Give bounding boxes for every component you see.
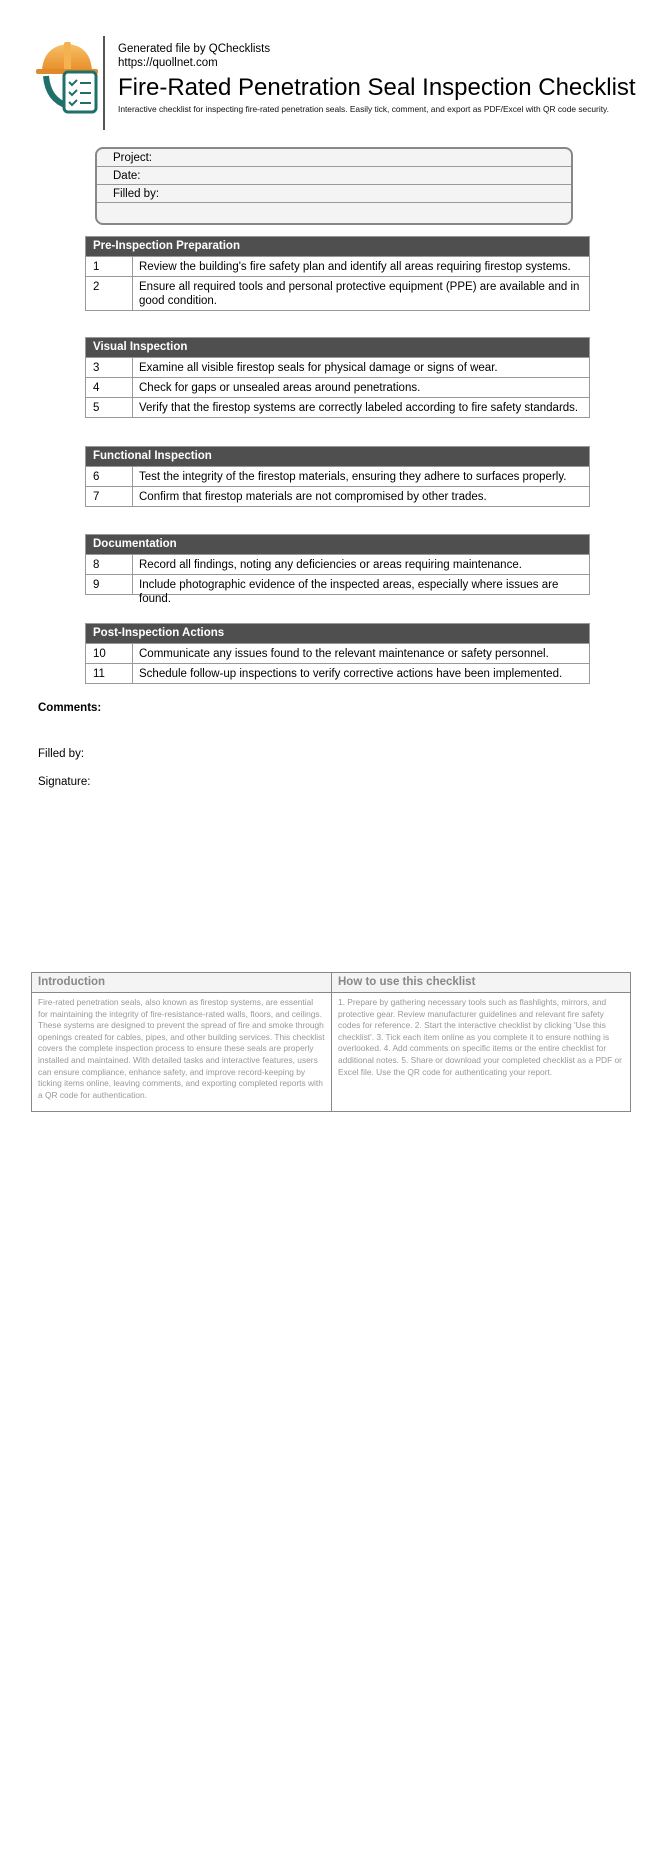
- item-number: 6: [86, 467, 133, 486]
- item-text: Examine all visible firestop seals for physical damage or signs of wear.: [139, 362, 498, 374]
- filled-by-field[interactable]: Filled by:: [97, 185, 571, 203]
- section-heading: Documentation: [86, 535, 589, 554]
- item-number: 5: [86, 398, 133, 417]
- header: [34, 36, 634, 130]
- item-text: Review the building's fire safety plan and identify all areas requiring firestop systems.: [139, 261, 571, 273]
- section-functional-inspection: [85, 446, 590, 507]
- item-text: Confirm that firestop materials are not compromised by other trades.: [139, 491, 487, 503]
- item-text: Record all findings, noting any deficiencies or areas requiring maintenance.: [139, 559, 522, 571]
- filled-by-label: Filled by:: [38, 748, 85, 760]
- header-divider: [103, 36, 105, 130]
- project-field[interactable]: Project:: [97, 149, 571, 167]
- checklist-row[interactable]: [86, 486, 589, 506]
- page-description: Interactive checklist for inspecting fire-rated penetration seals. Easily tick, comment, and export as PDF/Excel with QR code security.: [118, 104, 609, 114]
- item-number: 7: [86, 487, 133, 506]
- introduction-column: [32, 973, 331, 1111]
- how-to-heading: How to use this checklist: [332, 973, 630, 993]
- item-number: 8: [86, 555, 133, 574]
- checklist-row[interactable]: [86, 357, 589, 377]
- item-text: Ensure all required tools and personal protective equipment (PPE) are available and in good condition.: [139, 281, 580, 307]
- info-table: [31, 972, 631, 1112]
- item-text: Verify that the firestop systems are correctly labeled according to fire safety standards.: [139, 402, 579, 414]
- item-text: Test the integrity of the firestop materials, ensuring they adhere to surfaces properly.: [139, 471, 567, 483]
- item-text: Check for gaps or unsealed areas around penetrations.: [139, 382, 421, 394]
- item-number: 9: [86, 575, 133, 594]
- blank-field[interactable]: [97, 203, 571, 221]
- source-url[interactable]: https://quollnet.com: [118, 57, 218, 69]
- introduction-heading: Introduction: [32, 973, 331, 993]
- item-number: 4: [86, 378, 133, 397]
- item-number: 1: [86, 257, 133, 276]
- checklist-row[interactable]: [86, 276, 589, 310]
- item-text: Communicate any issues found to the relevant maintenance or safety personnel.: [139, 648, 549, 660]
- checklist-row[interactable]: [86, 256, 589, 276]
- checklist-row[interactable]: [86, 643, 589, 663]
- how-to-column: [331, 973, 630, 1111]
- how-to-text: 1. Prepare by gathering necessary tools such as flashlights, mirrors, and protective gear. Review manufacturer guidelines and relevant fire safety codes for reference. 2. Start the interactive checklist by clicking 'Use this checklist'. 3. Tick each item online as you complete it to ensure nothing is overlooked. 4. Add comments on specific items or the entire checklist for additional notes. 5. Share or download your completed checklist as a PDF or Excel file. Use the QR code for authenticating your report.: [338, 997, 622, 1077]
- generated-by-text: Generated file by QChecklists: [118, 43, 271, 55]
- section-post-inspection: [85, 623, 590, 684]
- introduction-text: Fire-rated penetration seals, also known as firestop systems, are essential for maintaining the integrity of fire-resistance-rated walls, floors, and ceilings. These systems are designed to prevent the spread of fire and smoke through openings created for cables, pipes, and other building services. This checklist covers the complete inspection process to ensure these seals are properly installed and maintained. With detailed tasks and interactive features, users can ensure compliance, enhance safety, and improve record-keeping by ticking items online, leaving comments, and exporting completed reports with a QR code for authentication.: [38, 997, 325, 1100]
- checklist-row[interactable]: [86, 377, 589, 397]
- section-documentation: [85, 534, 590, 605]
- item-number: 3: [86, 358, 133, 377]
- section-visual-inspection: [85, 337, 590, 418]
- item-number: 11: [86, 664, 133, 683]
- section-pre-inspection: [85, 236, 590, 311]
- date-field[interactable]: Date:: [97, 167, 571, 185]
- section-heading: Functional Inspection: [86, 447, 589, 466]
- checklist-row[interactable]: [86, 554, 589, 574]
- signature-label: Signature:: [38, 776, 91, 788]
- section-heading: Post-Inspection Actions: [86, 624, 589, 643]
- section-heading: Visual Inspection: [86, 338, 589, 357]
- item-number: 2: [86, 277, 133, 310]
- checklist-row[interactable]: [86, 663, 589, 683]
- item-text: Include photographic evidence of the inspected areas, especially where issues are found.: [139, 579, 559, 605]
- hardhat-checklist-logo-icon: [34, 40, 104, 114]
- checklist-row[interactable]: [86, 466, 589, 486]
- checklist-row[interactable]: [86, 397, 589, 417]
- info-fields-box: [95, 147, 573, 225]
- section-heading: Pre-Inspection Preparation: [86, 237, 589, 256]
- comments-label: Comments:: [38, 702, 102, 714]
- page-title: Fire-Rated Penetration Seal Inspection Checklist: [118, 74, 636, 101]
- checklist-row[interactable]: [86, 574, 589, 605]
- item-text: Schedule follow-up inspections to verify corrective actions have been implemented.: [139, 668, 563, 680]
- item-number: 10: [86, 644, 133, 663]
